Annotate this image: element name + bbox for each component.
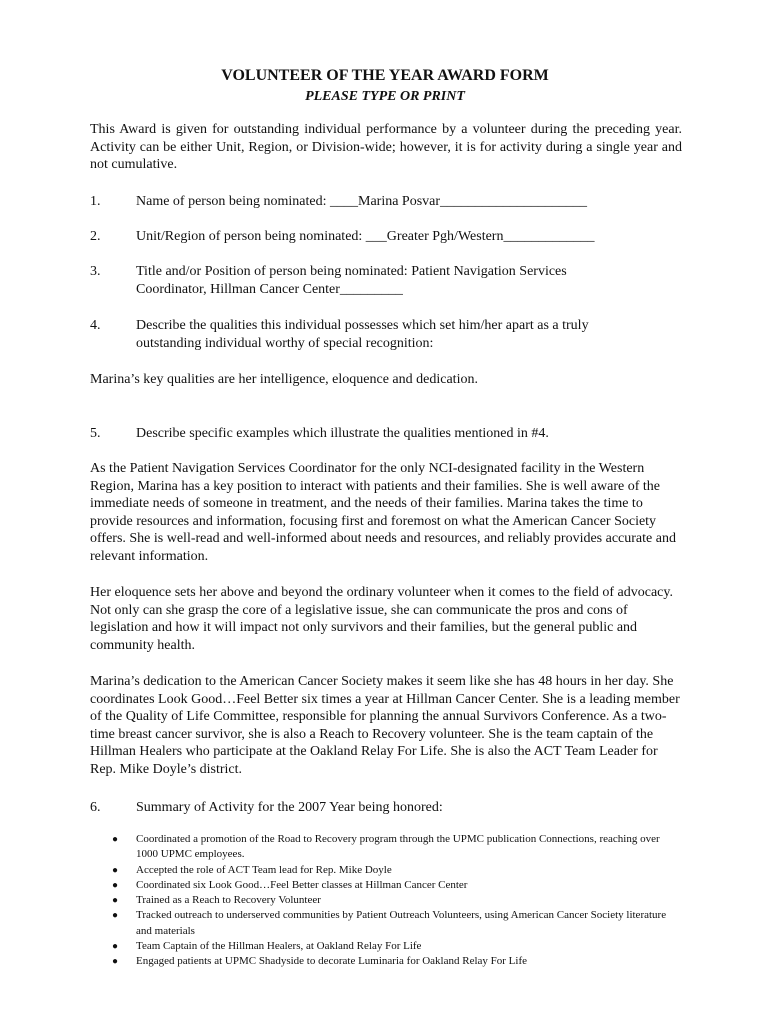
summary-bullet-list: [100, 832, 680, 970]
list-item-text: Tracked outreach to underserved communities by Patient Outreach Volunteers, using American Cancer Society literature and materials: [136, 909, 667, 937]
list-item-text: Coordinated a promotion of the Road to Recovery program through the UPMC publication Connections, reaching over 1000 UPMC employees.: [136, 833, 660, 861]
bullet-dot-icon: ●: [112, 834, 119, 845]
list-item: [100, 832, 680, 863]
answer-5-paragraph-3: Marina’s dedication to the American Cancer Society makes it seem like she has 48 hours in her day. She coordinates Look Good…Feel Better six times a year at Hillman Cancer Center. She is a leading member of the Quality of Life Committee, responsible for planning the annual Survivors Conference. As a two-time breast cancer survivor, she is also a Reach to Recovery volunteer. She is the team captain of the Hillman Healers who participate at the Oakland Relay For Life. She is also the ACT Team Leader for Rep. Mike Doyle’s district.: [90, 674, 680, 777]
bullet-dot-icon: ●: [112, 910, 119, 922]
item-5-number: 5.: [90, 426, 101, 441]
form-subtitle: PLEASE TYPE OR PRINT: [305, 89, 465, 104]
item-1-number: 1.: [90, 194, 101, 209]
item-5-text: Describe specific examples which illustrate the qualities mentioned in #4.: [136, 426, 549, 441]
intro-paragraph: This Award is given for outstanding individual performance by a volunteer during the preceding year. Activity can be either Unit, Region, or Division-wide; however, it is for activity during a single year and not cumulative.: [90, 122, 682, 173]
answer-4-text: Marina’s key qualities are her intelligence, eloquence and dedication.: [90, 372, 478, 387]
bullet-dot-icon: ●: [112, 895, 119, 907]
list-item: [100, 878, 680, 893]
bullet-dot-icon: ●: [112, 864, 119, 876]
item-6-text: Summary of Activity for the 2007 Year being honored:: [136, 800, 443, 815]
list-item-text: Engaged patients at UPMC Shadyside to decorate Luminaria for Oakland Relay For Life: [136, 955, 528, 968]
bullet-dot-icon: ●: [112, 956, 119, 968]
list-item: [100, 863, 680, 878]
item-4-number: 4.: [90, 318, 101, 333]
item-2-number: 2.: [90, 229, 101, 244]
item-4-text: Describe the qualities this individual possesses which set him/her apart as a truly outstanding individual worthy of special recognition:: [136, 318, 589, 351]
list-item: [100, 954, 680, 969]
bullet-dot-icon: ●: [112, 941, 119, 953]
list-item: [100, 908, 680, 939]
list-item: [100, 893, 680, 908]
list-item-text: Trained as a Reach to Recovery Volunteer: [136, 894, 321, 907]
bullet-dot-icon: ●: [112, 879, 119, 891]
list-item-text: Team Captain of the Hillman Healers, at Oakland Relay For Life: [136, 940, 422, 953]
item-3-text: Title and/or Position of person being nominated: Patient Navigation Services Coordinator, Hillman Cancer Center_________: [136, 264, 567, 297]
item-1-text: Name of person being nominated: ____Marina Posvar_____________________: [136, 194, 588, 209]
answer-5-paragraph-1: As the Patient Navigation Services Coordinator for the only NCI-designated facility in the Western Region, Marina has a key position to interact with patients and their families. She is well aware of the immediate needs of someone in treatment, and the needs of their families. Marina takes the time to provide resources and information, focusing first and foremost on what the American Cancer Society offers. She is well-read and well-informed about needs and resources, and reliably provides accurate and relevant information.: [90, 461, 676, 564]
list-item: [100, 939, 680, 954]
item-3-number: 3.: [90, 264, 101, 279]
list-item-text: Coordinated six Look Good…Feel Better classes at Hillman Cancer Center: [136, 878, 468, 891]
list-item-text: Accepted the role of ACT Team lead for Rep. Mike Doyle: [136, 863, 392, 876]
answer-5-paragraph-2: Her eloquence sets her above and beyond the ordinary volunteer when it comes to the field of advocacy. Not only can she grasp the core of a legislative issue, she can communicate the pros and cons of legislation and how it will impact not only survivors and their families, but the general public and community health.: [90, 585, 673, 653]
item-2-text: Unit/Region of person being nominated: ___Greater Pgh/Western_____________: [136, 229, 595, 244]
item-6-number: 6.: [90, 800, 101, 815]
form-title: VOLUNTEER OF THE YEAR AWARD FORM: [221, 67, 549, 84]
